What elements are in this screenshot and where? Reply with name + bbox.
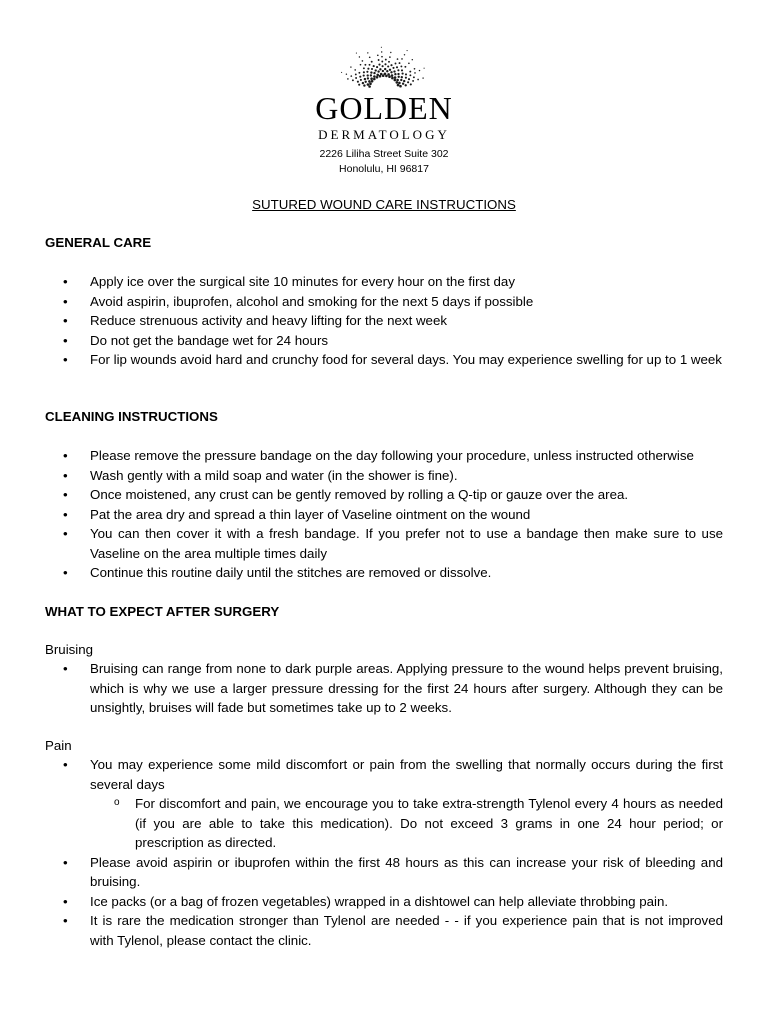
list-item: • Wash gently with a mild soap and water (in the shower is fine). xyxy=(45,466,723,486)
logo-dot xyxy=(376,74,379,77)
logo-dot xyxy=(363,71,365,73)
list-item: • Continue this routine daily until the stitches are removed or dissolve. xyxy=(45,563,723,583)
logo-dot xyxy=(405,77,407,79)
logo-dot xyxy=(382,65,384,67)
logo-dot xyxy=(367,68,369,70)
logo-dot xyxy=(389,69,391,71)
list-item: • Please avoid aspirin or ibuprofen within the first 48 hours as this can increase your risk of bleeding and bruising. xyxy=(45,853,723,892)
address xyxy=(45,147,723,176)
list-item: • Do not get the bandage wet for 24 hours xyxy=(45,331,723,351)
logo-dot xyxy=(412,80,414,82)
logo-dot xyxy=(417,79,419,81)
document-title: SUTURED WOUND CARE INSTRUCTIONS xyxy=(252,197,516,212)
logo-dot xyxy=(379,75,382,78)
logo-dot xyxy=(404,66,406,68)
logo-dot xyxy=(370,77,373,80)
logo-dot xyxy=(368,85,371,88)
logo-dot xyxy=(391,74,394,77)
logo-dot xyxy=(408,78,410,80)
logo-dot xyxy=(399,85,402,88)
letterhead xyxy=(45,44,723,176)
logo-dot xyxy=(371,61,373,63)
list-item: • Please remove the pressure bandage on the day following your procedure, unless instructed otherwise xyxy=(45,446,723,466)
logo-dot xyxy=(404,54,405,55)
after-surgery-heading: WHAT TO EXPECT AFTER SURGERY xyxy=(45,604,280,619)
logo-dot xyxy=(387,73,390,76)
logo-dot xyxy=(422,77,423,78)
logo-dot xyxy=(396,79,399,82)
logo-dot xyxy=(358,72,360,74)
sunburst-dots-icon xyxy=(334,44,434,90)
logo-dot xyxy=(375,69,377,71)
logo-dot xyxy=(397,69,399,71)
logo-dot xyxy=(381,56,383,58)
logo-dot xyxy=(398,82,401,85)
logo-dot xyxy=(360,79,362,81)
logo-dot xyxy=(407,81,409,83)
logo-dot xyxy=(402,83,404,85)
list-item xyxy=(45,755,723,853)
logo-dot xyxy=(359,56,360,57)
logo-dot xyxy=(397,84,400,87)
logo-dot xyxy=(377,70,379,72)
logo-dot xyxy=(385,59,387,61)
logo-dot xyxy=(398,76,400,78)
logo-dot xyxy=(368,80,371,83)
logo-dot xyxy=(355,77,357,79)
sub-list-item: o For discomfort and pain, we encourage you to take extra-strength Tylenol every 4 hours as needed (if you are able to take this medication). Do not exceed 3 grams in one 24 hour period; or prescription as directed. xyxy=(90,794,723,853)
logo-dot xyxy=(390,64,392,66)
logo-dot xyxy=(397,73,399,75)
logo-dot xyxy=(364,64,366,66)
logo-dot xyxy=(413,76,415,78)
logo-dot xyxy=(394,73,396,75)
logo-dot xyxy=(395,63,397,65)
cleaning-list xyxy=(45,446,723,583)
logo-dot xyxy=(369,56,371,58)
logo-dot xyxy=(401,76,403,78)
logo-dot xyxy=(358,84,360,86)
list-item: • Apply ice over the surgical site 10 minutes for every hour on the first day xyxy=(45,272,723,292)
list-item: • It is rare the medication stronger than Tylenol are needed - - if you experience pain that is not improved with Tylenol, please contact the clinic. xyxy=(45,911,723,950)
logo-dot xyxy=(346,74,347,75)
logo-dot xyxy=(373,78,376,81)
logo-dot xyxy=(363,75,365,77)
logo-dot xyxy=(397,58,399,60)
logo-dot xyxy=(414,72,416,74)
logo-dot xyxy=(396,81,399,84)
logo-dot xyxy=(386,70,388,72)
logo-dot xyxy=(366,71,368,73)
logo-dot xyxy=(414,68,416,70)
logo-dot xyxy=(384,68,386,70)
pain-sublist xyxy=(90,794,723,853)
logo-dot xyxy=(403,80,405,82)
cleaning-heading: CLEANING INSTRUCTIONS xyxy=(45,409,218,424)
logo-dot xyxy=(379,68,381,70)
logo-dot xyxy=(369,82,372,85)
logo-dot xyxy=(367,52,368,53)
pain-list xyxy=(45,755,723,950)
logo-dot xyxy=(388,75,391,78)
logo-dot xyxy=(376,66,378,68)
logo-dot xyxy=(412,59,413,60)
brand-name: GOLDEN xyxy=(315,90,453,126)
logo-dot xyxy=(381,47,382,48)
logo-dot xyxy=(408,62,410,64)
logo-dot xyxy=(400,65,402,67)
list-item: • Avoid aspirin, ibuprofen, alcohol and smoking for the next 5 days if possible xyxy=(45,292,723,312)
logo-dot xyxy=(401,69,403,71)
logo-dot xyxy=(424,68,425,69)
logo-dot xyxy=(363,84,365,86)
logo-dot xyxy=(407,50,408,51)
logo-dot xyxy=(367,74,369,76)
logo-dot xyxy=(401,58,403,60)
list-item: • Ice packs (or a bag of frozen vegetables) wrapped in a dishtowel can help alleviate throbbing pain. xyxy=(45,892,723,912)
logo-dot xyxy=(410,83,412,85)
logo-dot xyxy=(373,65,375,67)
logo-dot xyxy=(363,67,365,69)
logo-dot xyxy=(367,77,369,79)
logo-dot xyxy=(373,72,375,74)
bruising-label: Bruising xyxy=(45,642,94,657)
list-item-text: You may experience some mild discomfort or pain from the swelling that normally occurs during the first several days xyxy=(90,757,723,792)
logo-dot xyxy=(364,78,366,80)
bruising-list xyxy=(45,659,723,718)
logo-dot xyxy=(355,73,357,75)
logo-dot xyxy=(359,76,361,78)
brand-subtitle: DERMATOLOGY xyxy=(318,127,450,142)
logo-dot xyxy=(371,80,374,83)
logo-dot xyxy=(356,53,357,54)
logo-dot xyxy=(371,68,373,70)
logo-dot xyxy=(384,73,387,76)
list-item: • Bruising can range from none to dark purple areas. Applying pressure to the wound helps prevent bruising, which is why we use a larger pressure dressing for the first 24 hours after surgery. Although they can be unsightly, bruises will fade but sometimes take up to 2 weeks. xyxy=(45,659,723,718)
logo-dot xyxy=(381,61,383,63)
logo-dot xyxy=(341,72,342,73)
logo-dot xyxy=(389,56,391,58)
logo-dot xyxy=(390,71,392,73)
logo-dot xyxy=(347,78,349,80)
logo-dot xyxy=(362,60,364,62)
logo-dot xyxy=(377,54,379,56)
logo-dot xyxy=(354,69,356,71)
logo-dot xyxy=(380,73,383,76)
list-item: • Once moistened, any crust can be gently removed by rolling a Q-tip or gauze over the area. xyxy=(45,485,723,505)
logo-dot xyxy=(391,77,394,80)
address-line-2: Honolulu, HI 96817 xyxy=(339,162,429,175)
logo-dot xyxy=(370,74,372,76)
logo-dot xyxy=(388,61,390,63)
logo-dot xyxy=(393,70,395,72)
logo-dot xyxy=(402,73,404,75)
logo-dot xyxy=(362,82,364,84)
logo-dot xyxy=(365,81,367,83)
list-item: • For lip wounds avoid hard and crunchy food for several days. You may experience swelling for up to 1 week xyxy=(45,350,723,370)
logo-dot xyxy=(373,75,376,78)
logo-dot xyxy=(399,62,401,64)
logo-dot xyxy=(350,75,352,77)
logo-dot xyxy=(382,70,384,72)
logo-dot xyxy=(378,64,380,66)
list-item: • Reduce strenuous activity and heavy lifting for the next week xyxy=(45,311,723,331)
list-item: • You can then cover it with a fresh bandage. If you prefer not to use a bandage then make sure to use Vaseline on the area multiple times daily xyxy=(45,524,723,563)
logo-dot xyxy=(409,71,411,73)
logo-dot xyxy=(369,64,371,66)
general-care-heading: GENERAL CARE xyxy=(45,235,152,250)
general-care-list xyxy=(45,272,723,370)
address-line-1: 2226 Liliha Street Suite 302 xyxy=(319,148,449,160)
logo-dot xyxy=(360,64,362,66)
logo-dot xyxy=(405,84,407,86)
logo-dot xyxy=(381,51,382,52)
logo-dot xyxy=(352,79,354,81)
logo-dot xyxy=(385,75,388,78)
logo-dot xyxy=(394,79,397,82)
logo-dot xyxy=(405,73,407,75)
logo-dot xyxy=(390,52,391,53)
logo-dot xyxy=(367,83,370,86)
logo-dot xyxy=(396,66,398,68)
logo-dot xyxy=(387,65,389,67)
logo-dot xyxy=(392,67,394,69)
logo-dot xyxy=(419,70,420,71)
pain-label: Pain xyxy=(45,738,72,753)
logo-dot xyxy=(350,66,351,67)
logo-dot xyxy=(357,81,359,83)
logo-dot xyxy=(409,74,411,76)
logo-dot xyxy=(378,59,380,61)
logo-dot xyxy=(384,63,386,65)
logo-dot xyxy=(376,76,379,79)
logo-dot xyxy=(370,71,372,73)
logo-dot xyxy=(394,76,397,79)
logo-dot xyxy=(400,79,402,81)
list-item: • Pat the area dry and spread a thin layer of Vaseline ointment on the wound xyxy=(45,505,723,525)
